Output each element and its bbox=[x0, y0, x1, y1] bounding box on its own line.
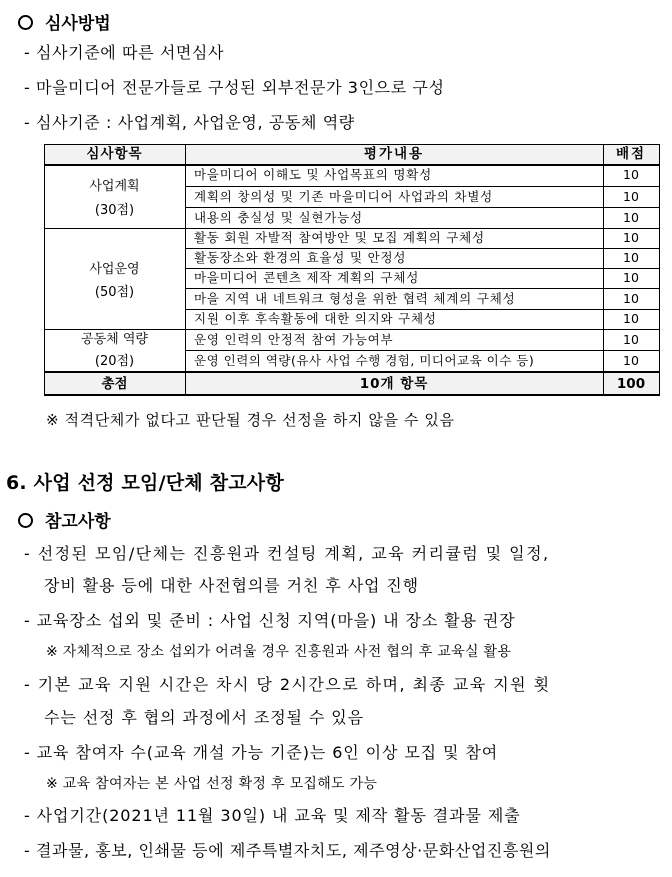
row-content: 마을미디어 이해도 및 사업목표의 명확성 bbox=[194, 167, 432, 182]
evaluation-table bbox=[44, 144, 660, 395]
row-score: 10 bbox=[623, 311, 639, 326]
row-score: 10 bbox=[623, 291, 639, 306]
reference-line: - 결과물, 홍보, 인쇄물 등에 제주특별자치도, 제주영상·문화산업진흥원의 bbox=[24, 841, 551, 860]
total-score: 100 bbox=[616, 376, 646, 392]
reference-note: ※ 교육 참여자는 본 사업 선정 확정 후 모집해도 가능 bbox=[46, 776, 378, 792]
total-label: 총점 bbox=[101, 376, 128, 392]
row-content: 활동 회원 자발적 참여방안 및 모집 계획의 구체성 bbox=[194, 230, 485, 245]
row-content: 운영 인력의 역량(유사 사업 수행 경험, 미디어교육 이수 등) bbox=[194, 353, 535, 368]
row-content: 운영 인력의 안정적 참여 가능여부 bbox=[194, 332, 394, 347]
group-name: 사업계획 bbox=[89, 179, 140, 194]
group-name: 공동체 역량 bbox=[81, 332, 148, 347]
bullet-line: - 심사기준에 따른 서면심사 bbox=[24, 43, 225, 62]
total-content: 10개 항목 bbox=[359, 376, 429, 392]
row-score: 10 bbox=[623, 210, 639, 225]
row-content: 지원 이후 후속활동에 대한 의지와 구체성 bbox=[194, 311, 437, 326]
section-title: 심사방법 bbox=[45, 14, 111, 34]
group-points: (30점) bbox=[94, 203, 135, 218]
circle-bullet-icon bbox=[18, 513, 33, 528]
circle-bullet-icon bbox=[18, 15, 33, 30]
group-points: (50점) bbox=[94, 285, 135, 300]
reference-line: 수는 선정 후 협의 과정에서 조정될 수 있음 bbox=[44, 708, 364, 727]
group-name: 사업운영 bbox=[89, 262, 140, 277]
reference-line: 장비 활용 등에 대한 사전협의를 거친 후 사업 진행 bbox=[44, 576, 420, 595]
row-content: 내용의 충실성 및 실현가능성 bbox=[194, 210, 363, 225]
row-score: 10 bbox=[623, 332, 639, 347]
header-score: 배점 bbox=[615, 146, 647, 162]
row-score: 10 bbox=[623, 167, 639, 182]
section-subtitle: 참고사항 bbox=[45, 512, 111, 532]
bullet-line: - 마을미디어 전문가들로 구성된 외부전문가 3인으로 구성 bbox=[24, 78, 445, 97]
row-content: 활동장소와 환경의 효율성 및 안정성 bbox=[194, 250, 407, 265]
row-content: 마을미디어 콘텐츠 제작 계획의 구체성 bbox=[194, 270, 420, 285]
section-heading-review-method bbox=[18, 9, 111, 34]
section-heading-reference bbox=[18, 507, 111, 532]
reference-line: - 선정된 모임/단체는 진흥원과 컨설팅 계획, 교육 커리큘럼 및 일정, bbox=[24, 544, 550, 563]
reference-line: - 교육 참여자 수(교육 개설 가능 기준)는 6인 이상 모집 및 참여 bbox=[24, 743, 499, 762]
header-review-item: 심사항목 bbox=[86, 146, 143, 162]
bullet-line: - 심사기준 : 사업계획, 사업운영, 공동체 역량 bbox=[24, 113, 355, 132]
section-6-title: 6. 사업 선정 모임/단체 참고사항 bbox=[6, 472, 284, 494]
row-content: 계획의 창의성 및 기존 마을미디어 사업과의 차별성 bbox=[194, 189, 494, 204]
row-score: 10 bbox=[623, 189, 639, 204]
reference-line: - 사업기간(2021년 11월 30일) 내 교육 및 제작 활동 결과물 제출 bbox=[24, 806, 521, 825]
reference-note: ※ 자체적으로 장소 섭외가 어려울 경우 진흥원과 사전 협의 후 교육실 활용 bbox=[46, 644, 512, 660]
row-score: 10 bbox=[623, 250, 639, 265]
header-evaluation-content: 평가내용 bbox=[363, 146, 425, 162]
note-no-qualified: ※ 적격단체가 없다고 판단될 경우 선정을 하지 않을 수 있음 bbox=[46, 411, 455, 429]
reference-line: - 기본 교육 지원 시간은 차시 당 2시간으로 하며, 최종 교육 지원 횟 bbox=[24, 675, 551, 694]
row-score: 10 bbox=[623, 353, 639, 368]
row-score: 10 bbox=[623, 270, 639, 285]
row-content: 마을 지역 내 네트워크 형성을 위한 협력 체계의 구체성 bbox=[194, 291, 516, 306]
reference-line: - 교육장소 섭외 및 준비 : 사업 신청 지역(마을) 내 장소 활용 권장 bbox=[24, 611, 516, 630]
row-score: 10 bbox=[623, 230, 639, 245]
group-points: (20점) bbox=[94, 354, 135, 369]
